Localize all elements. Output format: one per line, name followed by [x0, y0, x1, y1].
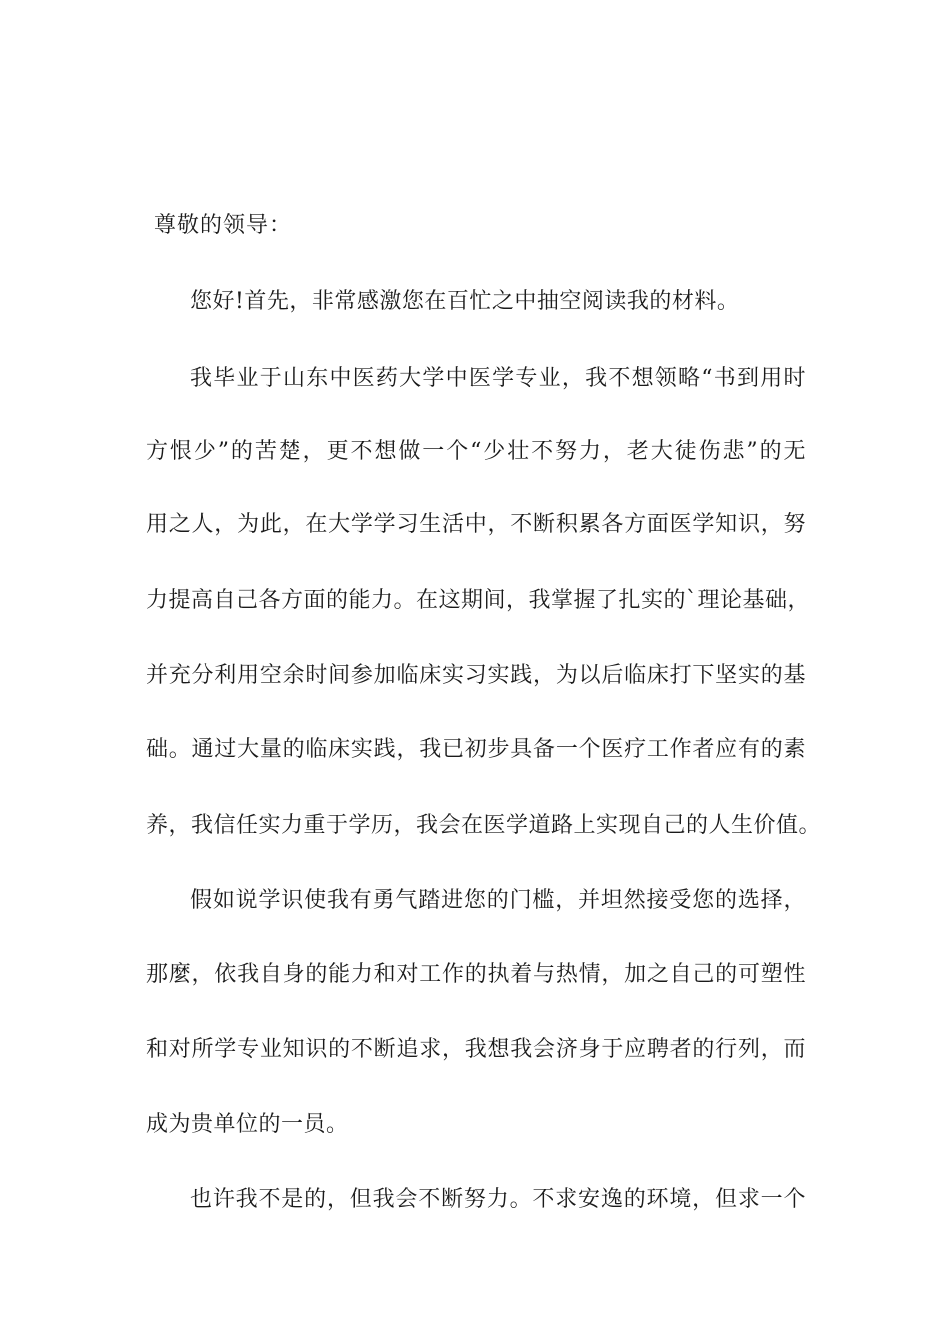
- paragraph-2-line-1: 我毕业于山东中医药大学中医学专业，我不想领略“书到用时: [190, 366, 806, 391]
- paragraph-2-line-2: 方恨少”的苦楚，更不想做一个“少壮不努力，老大徒伤悲”的无: [146, 439, 806, 464]
- paragraph-3-line-4: 成为贵单位的一员。: [146, 1112, 349, 1137]
- paragraph-2-line-5: 并充分利用空余时间参加临床实习实践，为以后临床打下坚实的基: [146, 663, 806, 688]
- paragraph-1-line-1: 您好!首先，非常感激您在百忙之中抽空阅读我的材料。: [190, 289, 740, 314]
- paragraph-2-line-3: 用之人，为此，在大学学习生活中，不断积累各方面医学知识，努: [146, 512, 806, 537]
- paragraph-2-line-7: 养，我信任实力重于学历，我会在医学道路上实现自己的人生价值。: [146, 813, 822, 838]
- paragraph-3-line-1: 假如说学识使我有勇气踏进您的门槛，并坦然接受您的选择，: [190, 888, 806, 913]
- paragraph-2-line-6: 础。通过大量的临床实践，我已初步具备一个医疗工作者应有的素: [146, 737, 806, 762]
- paragraph-2-line-4: 力提高自己各方面的能力。在这期间，我掌握了扎实的`理论基础，: [146, 588, 811, 613]
- paragraph-4-line-1: 也许我不是的，但我会不断努力。不求安逸的环境，但求一个: [190, 1187, 806, 1212]
- paragraph-3-line-3: 和对所学专业知识的不断追求，我想我会济身于应聘者的行列，而: [146, 1037, 806, 1062]
- paragraph-3-line-2: 那麼，依我自身的能力和对工作的执着与热情，加之自己的可塑性: [146, 962, 806, 987]
- letter-salutation: 尊敬的领导：: [154, 213, 293, 238]
